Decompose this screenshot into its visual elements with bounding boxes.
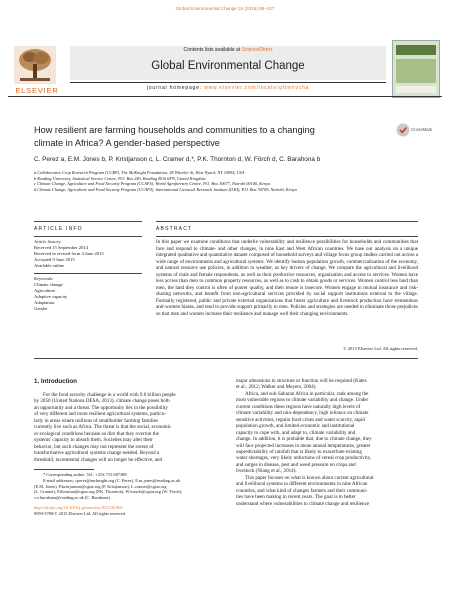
crossmark-badge[interactable] xyxy=(396,122,440,138)
history-label: Article history: xyxy=(34,239,62,244)
corresponding-author-note: * Corresponding author. Tel.: +254 715 687388. xyxy=(43,472,128,477)
intro-line: change. In addition, it is probable that, due to climate change, they xyxy=(236,436,372,443)
keyword: Adaptive capacity xyxy=(34,294,68,300)
article-title-line-1: How resilient are farming households and communities to a changing xyxy=(34,125,315,135)
intro-line: Africa, and sub-Saharan Africa in particular, rank among the xyxy=(245,390,369,397)
author-list xyxy=(34,156,434,163)
affiliation-c: c Climate Change, Agriculture and Food Security Program (CCAFS), World Agroforestry Centre, P.O. Box 30677, Nairobi 00100, Kenya xyxy=(34,181,271,187)
article-title xyxy=(34,124,394,149)
history-item: Received in revised form 4 June 2015 xyxy=(34,251,104,257)
contents-line xyxy=(70,47,386,53)
intro-left-column xyxy=(34,392,218,463)
intro-line: and livelihood systems in different environments in nine African xyxy=(236,481,368,488)
article-title-line-2: climate in Africa? A gender-based perspective xyxy=(34,137,220,148)
intro-right-column xyxy=(236,378,418,507)
intro-line: sensitive activities, regular food crises and water scarcity, rapid xyxy=(236,416,365,423)
keyword: Climate change xyxy=(34,282,63,288)
sciencedirect-link[interactable]: ScienceDirect xyxy=(241,47,273,53)
intro-line: an opportunity and a threat. The opportunity lies in the possibility xyxy=(34,404,168,411)
keywords-label: Keywords: xyxy=(34,276,54,281)
email-line: (E.M. Jones), P.kristjanson@cgiar.org (P. Kristjanson), L.cramer@cgiar.org xyxy=(34,483,167,489)
keyword: Gender xyxy=(34,306,48,312)
intro-line: of very different and more resilient agricultural systems, particu- xyxy=(34,411,166,418)
journal-cover-thumbnail xyxy=(392,40,440,98)
intro-line: major alterations in structure or function will be required (Kates xyxy=(236,378,367,384)
affiliation-b: b Reading University, Statistical Service Centre, P.O. Box 240, Reading RG6 6FN, United Kingdom xyxy=(34,175,206,181)
intro-line: transformative agricultural systems change needed. Beyond a xyxy=(34,450,160,457)
email-line: (L. Cramer), P.thornton@cgiar.org (P.K. Thornton), W.foerch@cgiar.org (W. Förch), xyxy=(34,489,183,495)
intro-line: countries, and what kind of changes farmers and their communi- xyxy=(236,487,368,494)
author-names: C. Perez a, E.M. Jones b, P. Kristjanson c, L. Cramer d,*, P.K. Thornton d, W. Förch d, C. Barahona b xyxy=(34,156,321,163)
intro-line: or ecological conditions because so dire that they overrun the xyxy=(34,430,159,437)
intro-line: systems' capacity to absorb them. Societies may alter their xyxy=(34,437,153,444)
elsevier-logo-icon xyxy=(14,46,56,84)
crossmark-label: CrossMark xyxy=(411,127,433,132)
homepage-line xyxy=(70,85,386,91)
publisher-name: ELSEVIER xyxy=(15,86,59,95)
intro-line: ties have been making in recent years. The goal is to better xyxy=(236,494,356,501)
doi-block xyxy=(34,505,218,517)
intro-line: et al., 2012; Walker and Meyers, 2004). xyxy=(236,384,317,391)
history-item: Accepted 9 June 2015 xyxy=(34,257,75,263)
doi-link[interactable]: http://dx.doi.org/10.1016/j.gloenvcha.2015.06.003 xyxy=(34,505,123,510)
keyword: Adaptation xyxy=(34,300,55,306)
affiliation-d: d Climate Change, Agriculture and Food Security Program (CCAFS), International Livestock Research Institute (ILRI), P.O. Box 30709, Nairobi, Kenya xyxy=(34,186,297,192)
masthead xyxy=(0,0,450,100)
copyright-line: © 2015 Elsevier Ltd. All rights reserved. xyxy=(343,346,418,351)
affiliations xyxy=(34,170,434,192)
history-item: Received 15 September 2014 xyxy=(34,245,88,251)
intro-line: unpredictability of rainfall that is likely to exacerbate existing xyxy=(236,448,362,455)
running-head: Global Environmental Change 34 (2015) 95–107 xyxy=(175,6,275,11)
contents-prefix: Contents lists available at xyxy=(183,47,242,53)
homepage-prefix: journal homepage: xyxy=(146,85,205,91)
intro-line: by 2050 (United Nations DESA, 2013), climate change poses both xyxy=(34,398,170,405)
intro-line: population growth, and limited economic and institutional xyxy=(236,423,355,430)
intro-line: This paper focuses on what is known about current agricultural xyxy=(245,474,374,481)
article-info-heading: ARTICLE INFO xyxy=(34,226,83,232)
intro-line: For the food security challenge in a world with 9.6 billion people xyxy=(43,392,176,398)
section-heading: 1. Introduction xyxy=(34,378,77,385)
intro-line: and surges in disease, pest and weed pressure on crops and xyxy=(236,461,356,468)
intro-line: climate variability and rain-dependency, high reliance on climate xyxy=(236,410,369,417)
intro-line: will face projected increases in mean annual temperatures, greater xyxy=(236,442,371,449)
intro-line: capacity to cope with, and adapt to, climate variability and xyxy=(236,429,356,436)
keyword: Agriculture xyxy=(34,288,56,294)
intro-line: livestock (Niang et al., 2014). xyxy=(236,468,297,475)
homepage-link[interactable]: www.elsevier.com/locate/gloenvcha xyxy=(204,85,310,91)
intro-line: larly in areas where millions of smallholder farming families xyxy=(34,417,158,424)
email-line: E-mail addresses: cperez@mcknight.org (C. Perez), E.m.jones@reading.ac.uk xyxy=(43,477,181,483)
intro-line: most vulnerable regions to climate variability and change. Under xyxy=(236,397,369,404)
intro-line: understand where vulnerabilities to climate change and resilience xyxy=(236,500,370,507)
intro-line: current conditions these regions have naturally high levels of xyxy=(236,403,361,410)
footnotes xyxy=(34,472,218,501)
intro-line: currently live such as Africa. The threat is that the social, economic xyxy=(34,424,172,431)
affiliation-a: a Collaborative Crop Research Program (CCRP), The McKnight Foundation, 28 Wheeler St, West Nyack, NY 10994, USA xyxy=(34,170,245,175)
journal-title: Global Environmental Change xyxy=(151,60,305,72)
intro-line: water shortages, very likely reductions of cereal crop productivity, xyxy=(236,455,372,462)
abstract-heading: ABSTRACT xyxy=(156,226,193,232)
issn-line: 0959-3780/© 2015 Elsevier Ltd. All rights reserved. xyxy=(34,510,126,516)
keywords xyxy=(34,276,142,313)
intro-line: threshold, incremental changes will no longer be effective, and xyxy=(34,456,163,463)
intro-line: behavior, but such changes may not represent the extent of xyxy=(34,443,154,450)
article-history xyxy=(34,239,142,269)
history-item: Available online xyxy=(34,263,65,269)
crossmark-icon xyxy=(396,123,410,137)
email-line: c.e.barahona@reading.ac.uk (C. Barahona). xyxy=(34,495,111,501)
abstract-text: In this paper we examine conditions that underlie vulnerability and resilience possibilities for households and communities that face and respond to climate- and other changes, in nine East and West African countries. We base our analysis on a unique integrated qualitative and quantitative dataset composed of household surveys and village focus group studies carried out across a wide range of environments and agricultural systems. We identify human population growth, commercialization of the economy, and natural resource use policies, in addition to weather, as key drivers of change. We compare the agricultural and livelihood systems of male and female respondents, as well as their productive resources, organization and access to services. Women have less access than men to common property resources, as well as to cash to obtain goods or services. Women control less land than men, the land they control is often of poorer quality, and their tenure is insecure. Women engage in mutual insurance and risk-sharing networks, and benefit from non-agricultural services provided by social support institutions external to the village. Formally registered, public and private external organizations that foster agriculture and livestock production have tremendous anti-women biases, and tend to provide support primarily to men. Policies and strategies are needed to eliminate those prejudices so that men and women increase their resilience and manage well their changing environments. xyxy=(156,239,418,317)
